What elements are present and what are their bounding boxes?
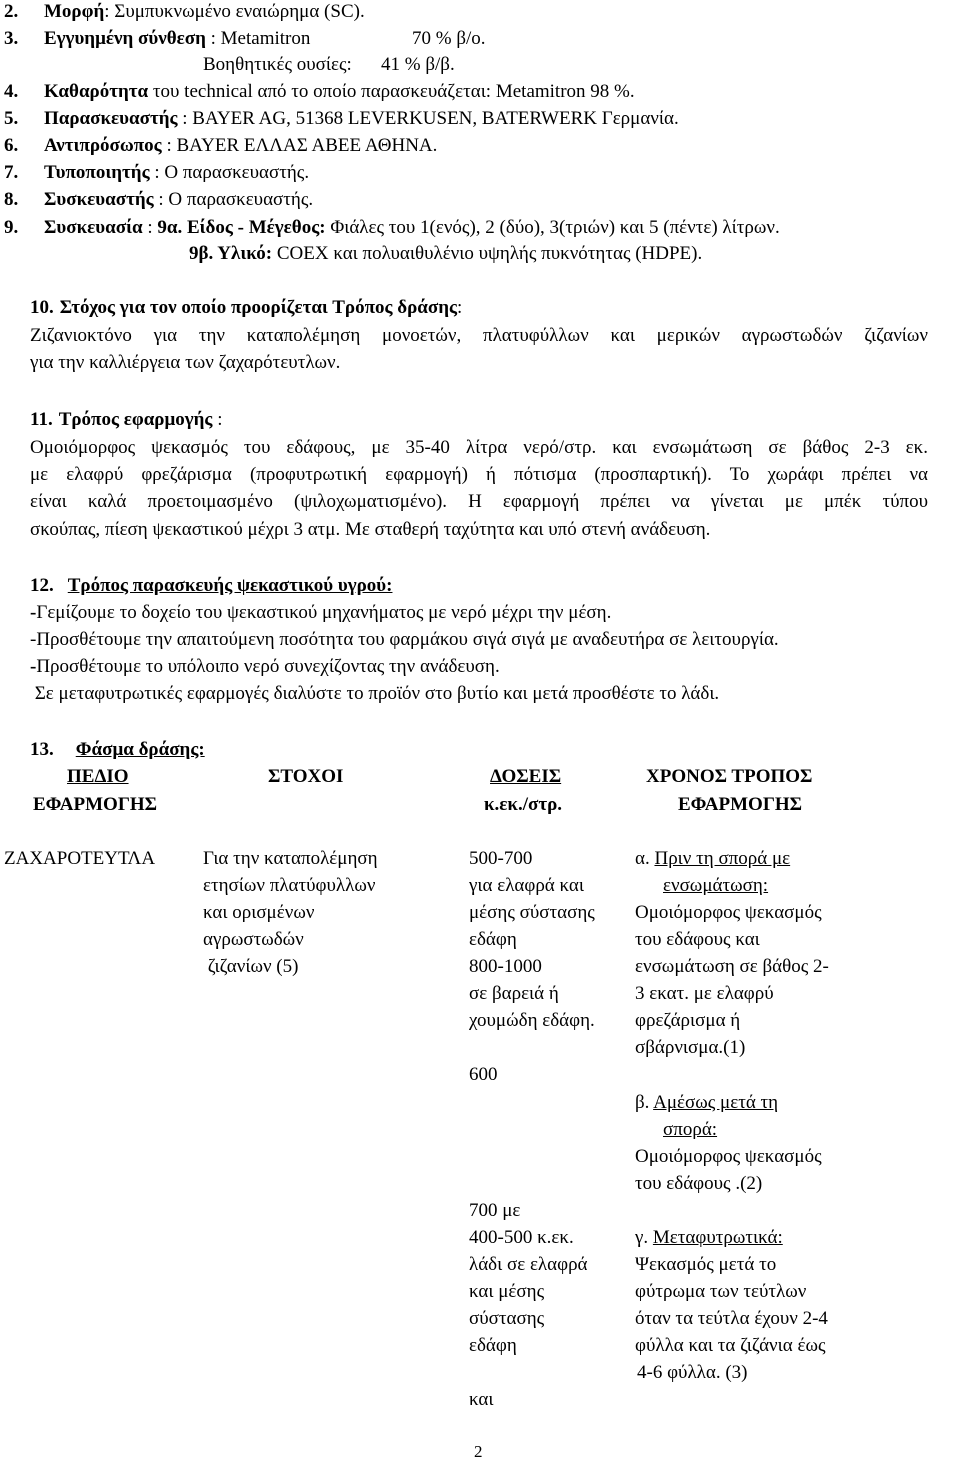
item-number: 8. [4,189,19,210]
section-colon: : [457,297,463,318]
section-11-line-1: Ομοιόμορφος ψεκασμός του εδάφους, με 35-40 λίτρα νερό/στρ. και ενσωμάτωση σε βάθος 2-3 εκ. [30,437,928,458]
time-line: 3 εκατ. με ελαφρύ [635,983,774,1004]
target-line: ζιζανίων (5) [203,956,299,977]
item-text: του technical από το οποίο παρασκευάζεται: Metamitron 98 %. [148,81,635,102]
dose-line: 800-1000 [469,956,542,977]
time-line: ενσωμάτωση σε βάθος 2- [635,956,829,977]
item-9b-label: 9β. Υλικό: [189,243,273,264]
section-11-heading [30,410,222,429]
dose-line: μέσης σύστασης [469,902,595,923]
item-number: 6. [4,135,19,156]
item-label: Αντιπρόσωπος [44,135,162,156]
section-13-heading [30,740,205,759]
time-line: του εδάφους και [635,929,760,950]
header-time-1: ΧΡΟΝΟΣ ΤΡΟΠΟΣ [646,766,813,787]
item-text: : Συμπυκνωμένο εναιώρημα (SC). [104,1,365,22]
section-10-line-2: για την καλλιέργεια των ζαχαρότευτλων. [30,352,341,373]
time-b-heading: Αμέσως μετά τη [653,1092,779,1113]
item-9a-label: 9α. Είδος - Μέγεθος: [157,217,326,238]
item-label: Εγγυημένη σύνθεση [44,28,206,49]
line-text: Προσθέτουμε το υπόλοιπο νερό συνεχίζοντας την ανάδευση. [36,656,500,677]
time-line: 4-6 φύλλα. (3) [637,1362,748,1383]
time-line: Ομοιόμορφος ψεκασμός [635,1146,822,1167]
time-line: του εδάφους .(2) [635,1173,763,1194]
section-11-line-3: είναι καλά προετοιμασμένο (ψιλοχωματισμένο). Η εφαρμογή πρέπει να γίνεται με μπέκ τύπου [30,491,928,512]
dose-line: και [469,1389,494,1410]
section-title: Φάσμα δράσης: [75,739,205,760]
item-9 [4,218,780,237]
item-text: : BAYER ΕΛΛΑΣ ΑΒΕΕ ΑΘΗΝΑ. [161,135,438,156]
dose-line: 600 [469,1064,498,1085]
doses-column-lower [469,1201,588,1417]
time-b-heading-2: σπορά: [663,1119,718,1140]
dose-line: 700 με [469,1200,521,1221]
section-title: Τρόπος παρασκευής ψεκαστικού υγρού: [67,575,393,596]
dose-line: χουμώδη εδάφη. [469,1010,595,1031]
item-3-sub-value: 41 % β/β. [381,54,455,75]
item-number: 3. [4,28,19,49]
item-number: 9. [4,217,19,238]
dose-line: και μέσης [469,1281,545,1302]
item-9b [189,244,702,263]
dose-line: σύστασης [469,1308,545,1329]
time-a-heading: Πριν τη σπορά με [654,848,791,869]
item-3 [4,29,310,48]
item-4 [4,82,635,101]
section-colon: : [212,409,223,430]
item-9b-text: COEX και πολυαιθυλένιο υψηλής πυκνότητας (HDPE). [272,243,703,264]
item-label: Παρασκευαστής [44,108,178,129]
time-line: φρεζάρισμα ή [635,1010,741,1031]
dose-line: σε βαρειά ή [469,983,559,1004]
section-12-line-2: -Προσθέτουμε την απαιτούμενη ποσότητα του φαρμάκου σιγά σιγά με αναδευτήρα σε λειτουργία. [30,629,779,650]
section-11-line-4: σκούπας, πίεση ψεκαστικού μέχρι 3 ατμ. Με σταθερή ταχύτητα και υπό στενή ανάδευση. [30,519,711,540]
item-number: 7. [4,162,19,183]
item-text: : Ο παρασκευαστής. [153,189,314,210]
header-field-1: ΠΕΔΙΟ [67,766,129,787]
header-field-2: ΕΦΑΡΜΟΓΗΣ [33,794,158,815]
section-12-line-4: Σε μεταφυτρωτικές εφαρμογές διαλύστε το προϊόν στο βυτίο και μετά προσθέστε το λάδι. [30,683,720,704]
header-doses-1: ΔΟΣΕΙΣ [490,766,562,787]
item-3-sub-label: Βοηθητικές ουσίες: [203,54,352,75]
item-text: : Metamitron [205,28,311,49]
item-8 [4,190,313,209]
section-number: 11. [30,409,53,430]
item-label: Συσκευασία [44,217,143,238]
item-6 [4,136,437,155]
time-b-prefix: β. [635,1092,654,1113]
time-line: σβάρνισμα.(1) [635,1037,746,1058]
item-number: 2. [4,1,19,22]
time-c-prefix: γ. [635,1227,653,1248]
dose-line: λάδι σε ελαφρά [469,1254,588,1275]
item-7 [4,163,309,182]
section-title: Στόχος για τον οποίο προορίζεται Τρόπος δράσης [59,297,458,318]
item-number: 5. [4,108,19,129]
dose-line: 500-700 [469,848,533,869]
item-text: : BAYER AG, 51368 LEVERKUSEN, BATERWERK Γερμανία. [177,108,679,129]
target-line: αγρωστωδών [203,929,304,950]
target-line: Για την καταπολέμηση [203,848,378,869]
header-time-2: ΕΦΑΡΜΟΓΗΣ [678,794,803,815]
item-5 [4,109,679,128]
item-9a-text: Φιάλες του 1(ενός), 2 (δύο), 3(τριών) και 5 (πέντε) λίτρων. [325,217,780,238]
time-line: φύτρωμα των τεύτλων [635,1281,807,1302]
item-number: 4. [4,81,19,102]
header-doses-2: κ.εκ./στρ. [484,794,563,815]
section-12-line-3 [30,657,500,676]
time-c-heading: Μεταφυτρωτικά: [652,1227,783,1248]
section-11-line-2: με ελαφρύ φρεζάρισμα (προφυτρωτική εφαρμογή) ή πότισμα (προσπαρτική). Το χωράφι πρέπει να [30,464,928,485]
target-line: ετησίων πλατύφυλλων [203,875,376,896]
item-text: : [142,217,158,238]
section-10-heading [30,298,462,317]
time-a-prefix: α. [635,848,655,869]
time-a-block [635,849,829,1065]
time-b-block [635,1093,822,1201]
dose-line: εδάφη [469,1335,517,1356]
target-line: και ορισμένων [203,902,315,923]
item-2 [4,2,365,21]
item-label: Καθαρότητα [44,81,149,102]
section-12-line-1 [30,603,611,622]
dash: - [30,602,37,623]
page-number: 2 [474,1442,483,1461]
header-targets: ΣΤΟΧΟΙ [268,766,344,787]
item-label: Τυποποιητής [44,162,150,183]
dose-line: εδάφη [469,929,517,950]
time-a-heading-2: ενσωμάτωση: [663,875,769,896]
time-line: Ομοιόμορφος ψεκασμός [635,902,822,923]
section-number: 10. [30,297,54,318]
item-text: : Ο παρασκευαστής. [149,162,310,183]
dose-line: για ελαφρά και [469,875,584,896]
targets-column [203,849,378,984]
line-text: Γεμίζουμε το δοχείο του ψεκαστικού μηχανήματος με νερό μέχρι την μέση. [36,602,612,623]
doses-column [469,849,595,1038]
time-line: όταν τα τεύτλα έχουν 2-4 [635,1308,828,1329]
section-title: Τρόπος εφαρμογής [58,409,213,430]
section-12-heading [30,576,392,595]
time-line: Ψεκασμός μετά το [635,1254,777,1275]
item-label: Συσκευαστής [44,189,154,210]
item-3-value: 70 % β/ο. [412,28,486,49]
dash: - [30,656,37,677]
item-label: Μορφή [44,1,105,22]
dose-line: 400-500 κ.εκ. [469,1227,574,1248]
field-cell: ΖΑΧΑΡΟΤΕΥΤΛΑ [4,848,156,869]
time-line: φύλλα και τα ζιζάνια έως [635,1335,826,1356]
section-number: 13. [30,739,54,760]
time-c-block [635,1228,828,1390]
section-number: 12. [30,575,54,596]
section-10-line-1: Ζιζανιοκτόνο για την καταπολέμηση μονοετών, πλατυφύλλων και μερικών αγρωστωδών ζιζανίων [30,325,928,346]
